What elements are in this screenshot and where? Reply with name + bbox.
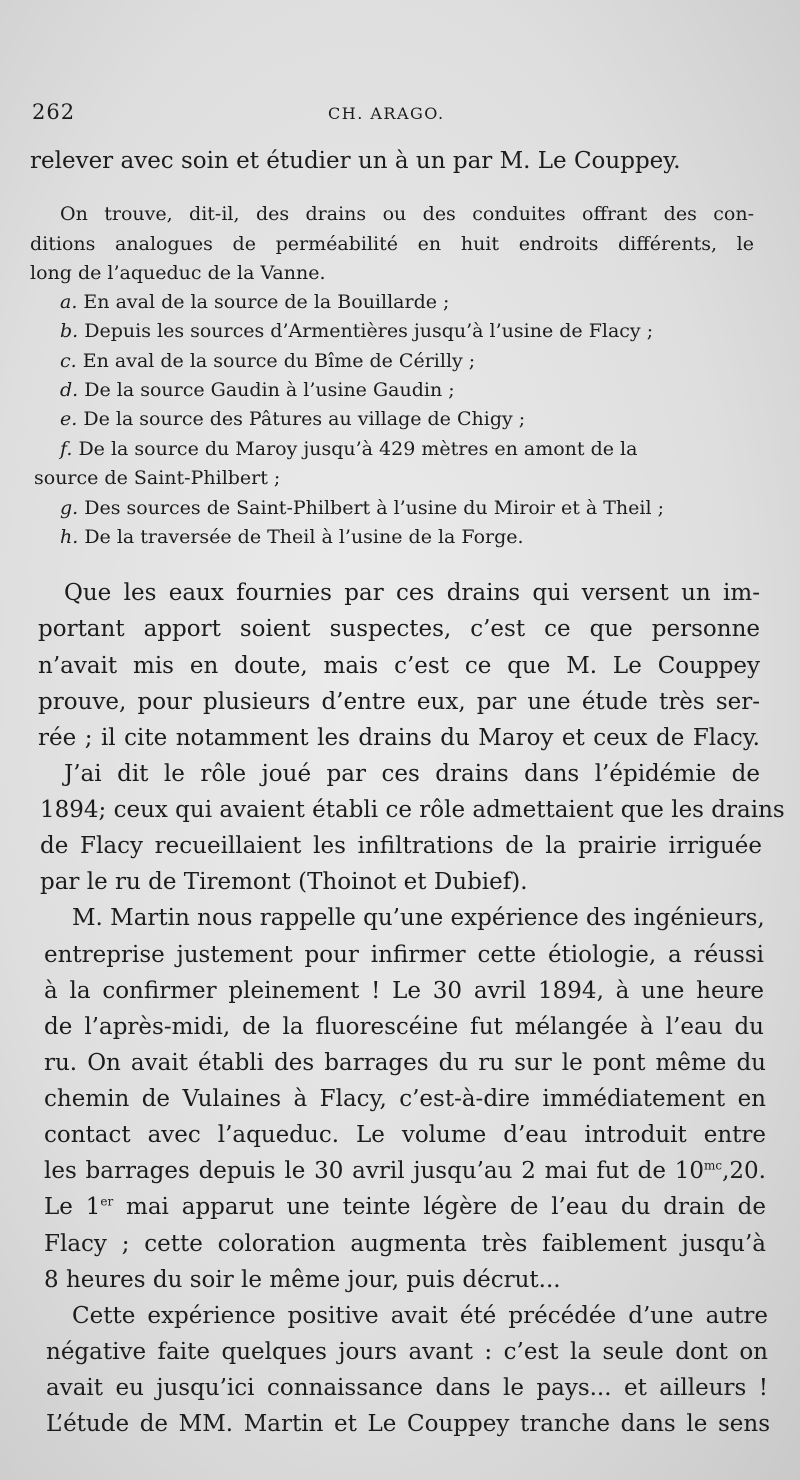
- text-line: Cette expérience positive avait été précédée d’une autre: [72, 1303, 768, 1329]
- page-number: 262: [32, 100, 76, 124]
- text-line: ditions analogues de perméabilité en huit endroits différents, le: [30, 233, 754, 255]
- list-item: e. De la source des Pâtures au village de Chigy ;: [60, 408, 526, 430]
- text-line: 8 heures du soir le même jour, puis décrut...: [44, 1267, 561, 1293]
- text-line: à la confirmer pleinement ! Le 30 avril 1894, à une heure: [44, 978, 764, 1004]
- text-line: contact avec l’aqueduc. Le volume d’eau introduit entre: [44, 1122, 766, 1148]
- item-letter: e.: [60, 408, 78, 430]
- text-line: M. Martin nous rappelle qu’une expérience des ingénieurs,: [72, 905, 765, 931]
- item-letter: c.: [60, 350, 77, 372]
- item-letter: g.: [60, 497, 79, 519]
- text-line: de l’après-midi, de la fluorescéine fut mélangée à l’eau du: [44, 1014, 764, 1040]
- text-line: prouve, pour plusieurs d’entre eux, par une étude très ser-: [38, 689, 760, 715]
- text-line: relever avec soin et étudier un à un par M. Le Couppey.: [30, 148, 681, 174]
- text-line: par le ru de Tiremont (Thoinot et Dubief).: [40, 869, 528, 895]
- item-letter: a.: [60, 291, 78, 313]
- list-item: g. Des sources de Saint-Philbert à l’usine du Miroir et à Theil ;: [60, 497, 664, 519]
- item-letter: f.: [60, 438, 73, 460]
- text-line: avait eu jusqu’ici connaissance dans le pays... et ailleurs !: [46, 1375, 768, 1401]
- text-line: rée ; il cite notamment les drains du Maroy et ceux de Flacy.: [38, 725, 760, 751]
- text-line: les barrages depuis le 30 avril jusqu’au 2 mai fut de $10^{mc},20$.: [44, 1158, 766, 1184]
- list-item: b. Depuis les sources d’Armentières jusqu’à l’usine de Flacy ;: [60, 320, 654, 342]
- list-item: c. En aval de la source du Bîme de Cérilly ;: [60, 350, 476, 372]
- text-line: de Flacy recueillaient les infiltrations de la prairie irriguée: [40, 833, 762, 859]
- list-item: h. De la traversée de Theil à l’usine de la Forge.: [60, 526, 524, 548]
- text-line: négative faite quelques jours avant : c’est la seule dont on: [46, 1339, 768, 1365]
- text-line: n’avait mis en doute, mais c’est ce que M. Le Couppey: [38, 653, 760, 679]
- running-head: CH. ARAGO.: [328, 104, 445, 123]
- text-line: On trouve, dit-il, des drains ou des conduites offrant des con-: [60, 203, 754, 225]
- text-line: portant apport soient suspectes, c’est ce que personne: [38, 616, 760, 642]
- text-line: Le 1er mai apparut une teinte légère de l’eau du drain de: [44, 1194, 766, 1220]
- text-line: long de l’aqueduc de la Vanne.: [30, 262, 326, 284]
- item-letter: d.: [60, 379, 79, 401]
- text-line: chemin de Vulaines à Flacy, c’est-à-dire immédiatement en: [44, 1086, 766, 1112]
- text-line: entreprise justement pour infirmer cette étiologie, a réussi: [44, 942, 764, 968]
- page-header: [32, 100, 760, 130]
- text-line: L’étude de MM. Martin et Le Couppey tranche dans le sens: [46, 1411, 770, 1437]
- text-line: J’ai dit le rôle joué par ces drains dans l’épidémie de: [64, 761, 760, 787]
- text-line: ru. On avait établi des barrages du ru sur le pont même du: [44, 1050, 766, 1076]
- text-line: 1894; ceux qui avaient établi ce rôle admettaient que les drains: [40, 797, 785, 823]
- list-item: f. De la source du Maroy jusqu’à 429 mètres en amont de la: [60, 438, 638, 460]
- item-letter: b.: [60, 320, 79, 342]
- text-line: Que les eaux fournies par ces drains qui versent un im-: [64, 580, 760, 606]
- list-item: a. En aval de la source de la Bouillarde ;: [60, 291, 450, 313]
- text-line: Flacy ; cette coloration augmenta très faiblement jusqu’à: [44, 1231, 766, 1257]
- text-line: source de Saint-Philbert ;: [34, 467, 281, 489]
- list-item: d. De la source Gaudin à l’usine Gaudin ;: [60, 379, 455, 401]
- item-letter: h.: [60, 526, 79, 548]
